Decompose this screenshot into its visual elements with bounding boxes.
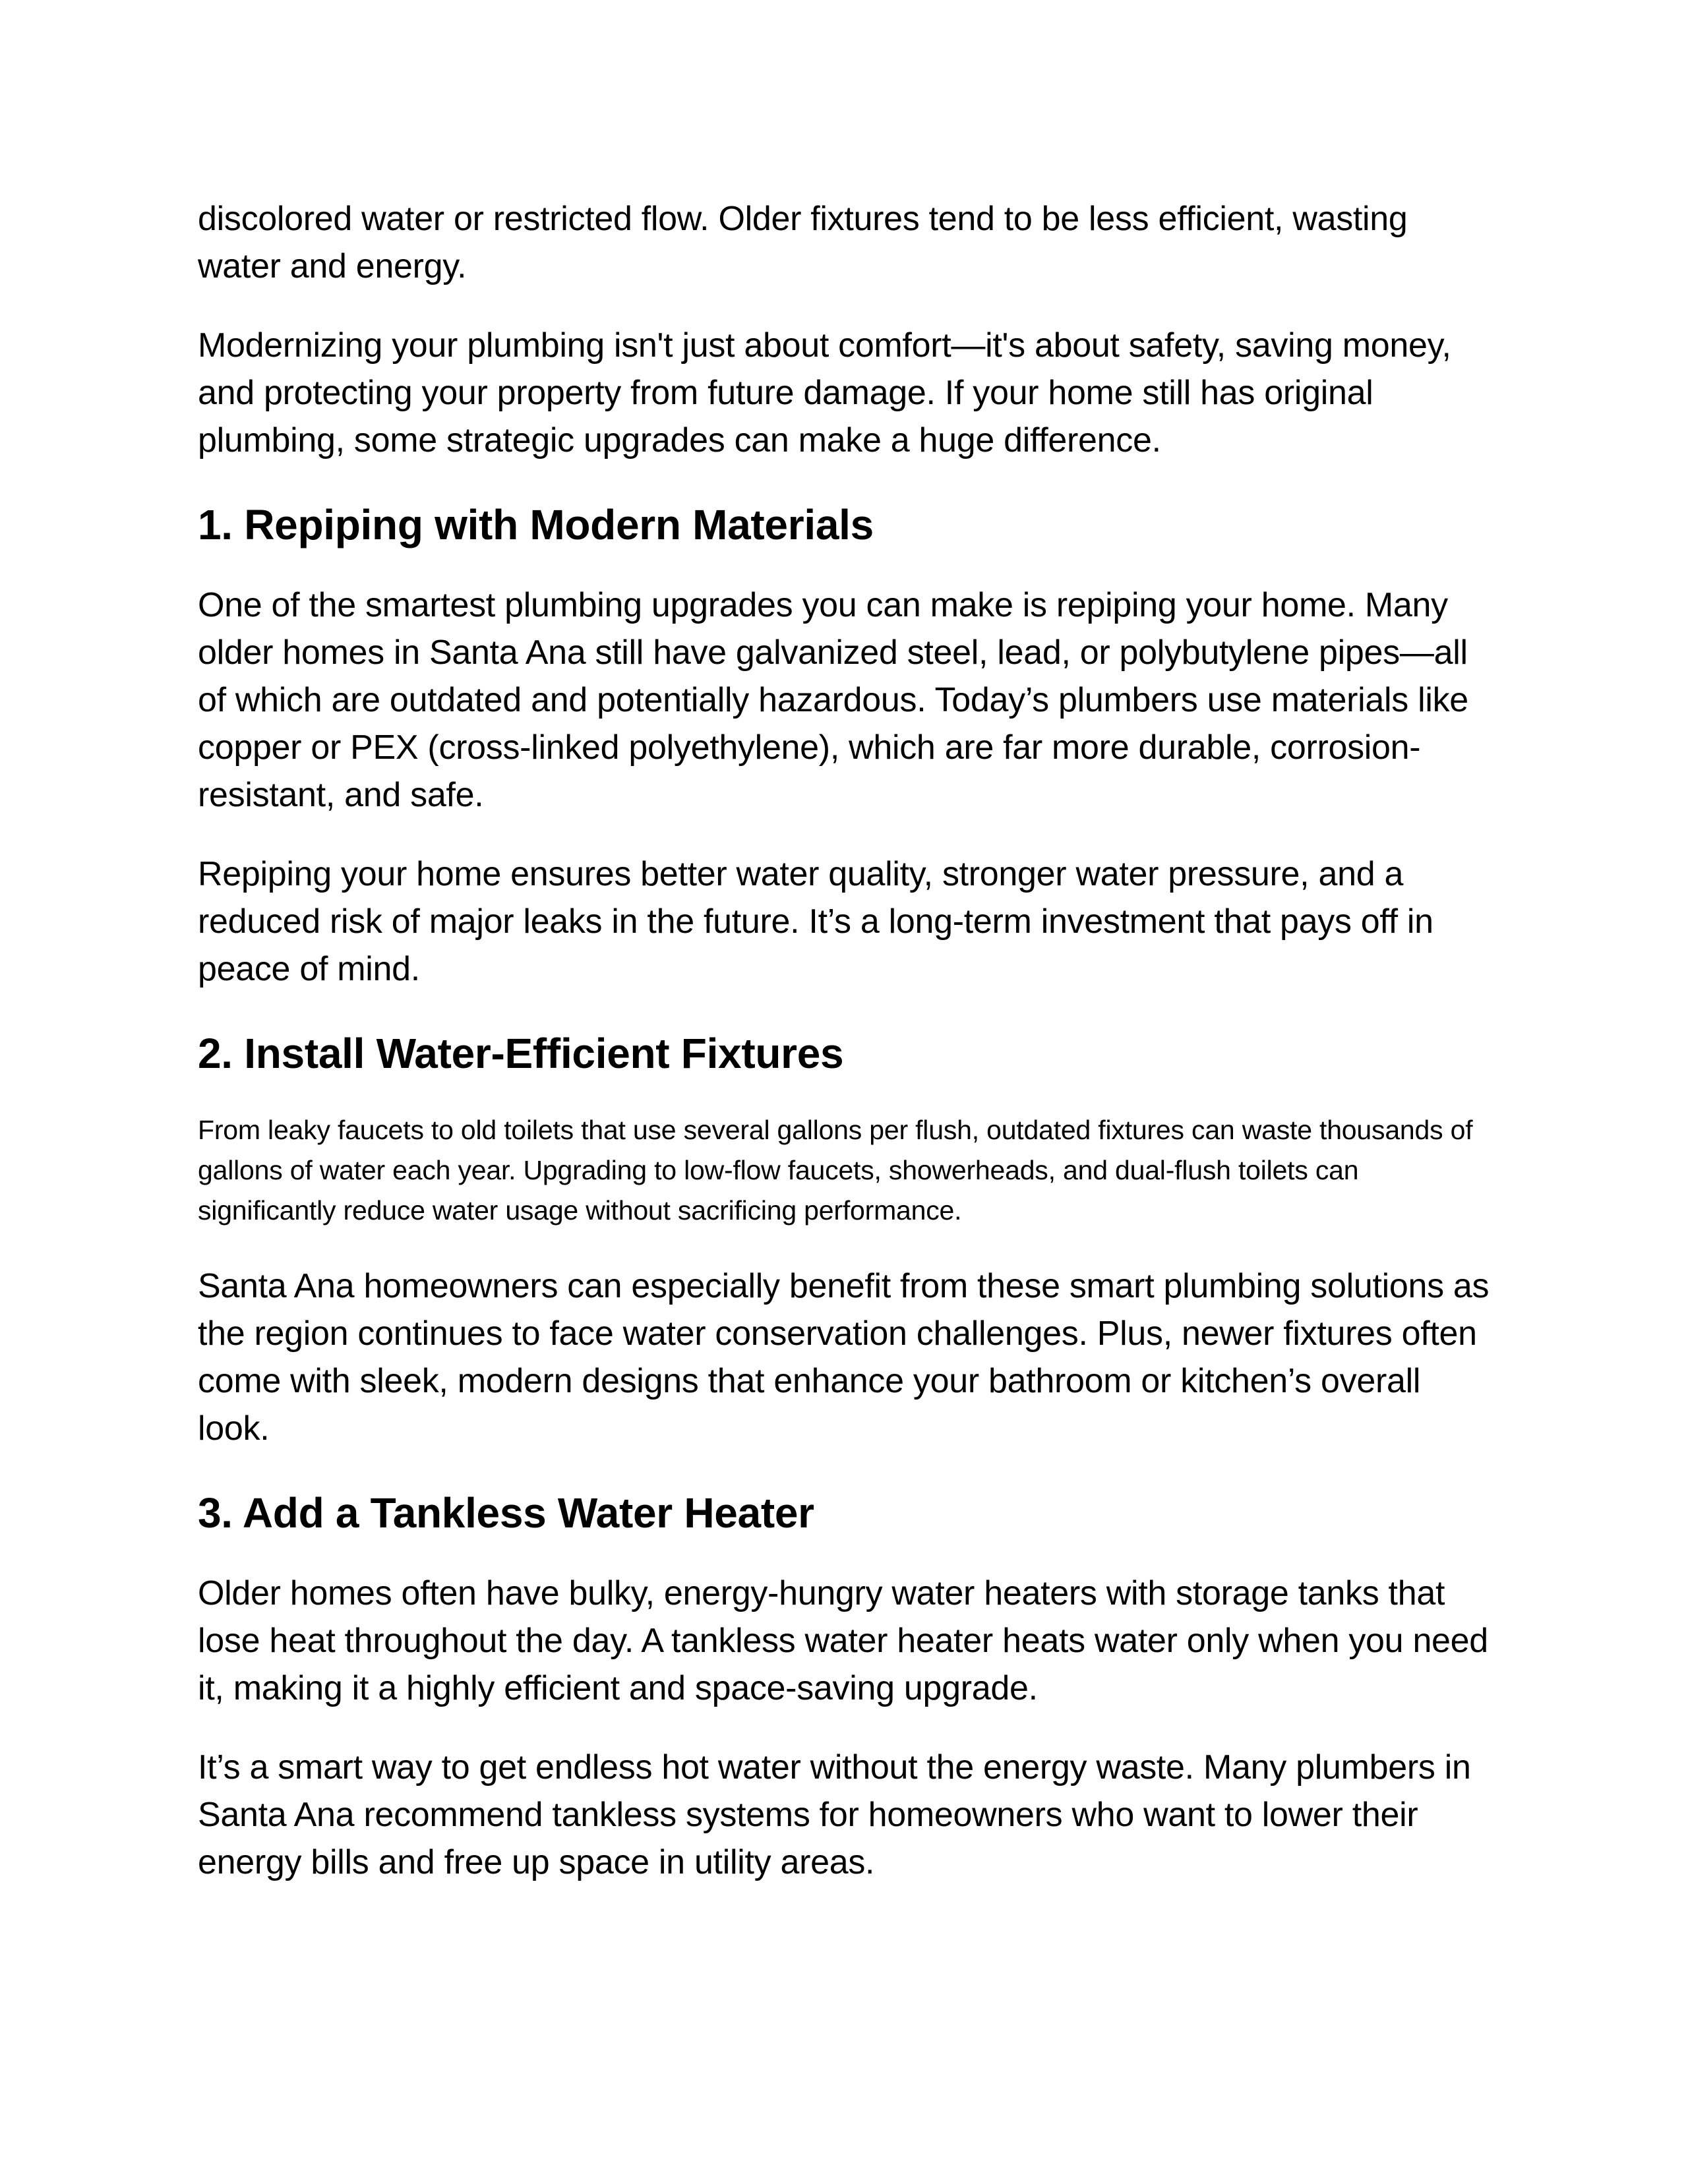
document-page	[198, 195, 1490, 1886]
fixtures-paragraph-2: Santa Ana homeowners can especially benefit from these smart plumbing solutions as the region continues to face water conservation challenges. Plus, newer fixtures often come with sleek, modern designs that enhance your bathroom or kitchen’s overall look.	[198, 1267, 1490, 1448]
intro-paragraph-1: discolored water or restricted flow. Older fixtures tend to be less efficient, wasting water and energy.	[198, 200, 1408, 285]
repiping-paragraph-2: Repiping your home ensures better water quality, stronger water pressure, and a reduced risk of major leaks in the future. It’s a long-term investment that pays off in peace of mind.	[198, 855, 1433, 988]
intro-paragraph-2: Modernizing your plumbing isn't just about comfort—it's about safety, saving money, and protecting your property from future damage. If your home still has original plumbing, some strategic upgrades can make a huge difference.	[198, 326, 1451, 459]
fixtures-paragraph-1: From leaky faucets to old toilets that use several gallons per flush, outdated fixtures can waste thousands of gallons of water each year. Upgrading to low-flow faucets, showerheads, and dual-flush toilets can significantly reduce water usage without sacrificing performance.	[198, 1115, 1473, 1225]
section-heading-fixtures: 2. Install Water-Efficient Fixtures	[198, 1030, 844, 1077]
section-heading-tankless: 3. Add a Tankless Water Heater	[198, 1489, 814, 1537]
repiping-paragraph-1: One of the smartest plumbing upgrades you can make is repiping your home. Many older homes in Santa Ana still have galvanized steel, lead, or polybutylene pipes—all of which are outdated and potentially hazardous. Today’s plumbers use materials like copper or PEX (cross-linked polyethylene), which are far more durable, corrosion-resistant, and safe.	[198, 586, 1468, 814]
section-heading-repiping: 1. Repiping with Modern Materials	[198, 501, 874, 548]
tankless-paragraph-2: It’s a smart way to get endless hot water without the energy waste. Many plumbers in Santa Ana recommend tankless systems for homeowners who want to lower their energy bills and free up space in utility areas.	[198, 1748, 1471, 1881]
tankless-paragraph-1: Older homes often have bulky, energy-hungry water heaters with storage tanks that lose heat throughout the day. A tankless water heater heats water only when you need it, making it a highly efficient and space-saving upgrade.	[198, 1574, 1488, 1707]
